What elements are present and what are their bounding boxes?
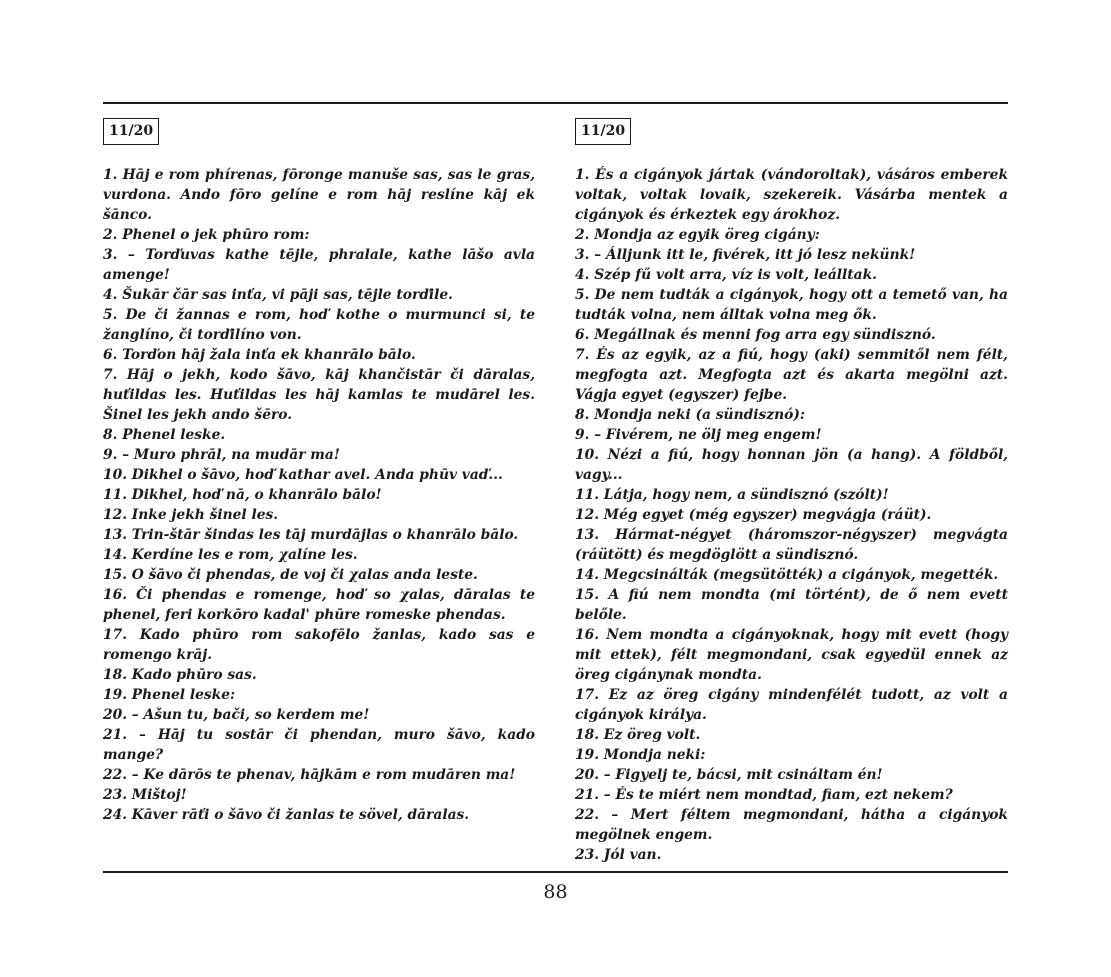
text-line: 5. De nem tudták a cigányok, hogy ott a temető van, ha tudták volna, nem álltak volna meg ők. — [575, 287, 1008, 323]
text-line: 11. Dikhel, hoď nā, o khanrālo bālo! — [103, 487, 382, 503]
romani-column — [103, 118, 535, 825]
section-label: 11/20 — [103, 118, 159, 145]
page-number: 88 — [543, 881, 568, 903]
text-line: 24. Kāver rāťi o šāvo či žanlas te sövel, dāralas. — [103, 807, 470, 823]
text-line: 21. – Hāj tu sostār či phendan, muro šāvo, kado mange? — [103, 727, 535, 763]
text-line: 19. Phenel leske: — [103, 687, 236, 703]
text-line: 12. Inke jekh šinel les. — [103, 507, 279, 523]
text-line: 20. – Figyelj te, bácsi, mit csináltam én! — [575, 767, 883, 783]
text-line: 5. De či žannas e rom, hoď kothe o murmunci si, te žanglíno, či torďilíno von. — [103, 307, 535, 343]
text-line: 9. – Muro phrāl, na mudār ma! — [103, 447, 340, 463]
text-line: 9. – Fivérem, ne ölj meg engem! — [575, 427, 822, 443]
hungarian-column — [575, 118, 1008, 865]
text-line: 4. Szép fű volt arra, víz is volt, leálltak. — [575, 267, 877, 283]
text-line: 16. Či phendas e romenge, hoď so χalas, dāralas te phenel, feri korkōro kadal' phūre romeske phendas. — [103, 587, 535, 623]
text-line: 7. Hāj o jekh, kodo šāvo, kāj khančistār či dāralas, huťildas les. Huťildas les hāj kamlas te mudārel les. Šinel les jekh ando šēro. — [103, 367, 535, 423]
text-line: 11. Látja, hogy nem, a sündisznó (szólt)! — [575, 487, 889, 503]
text-line: 20. – Ašun tu, bači, so kerdem me! — [103, 707, 370, 723]
romani-text — [103, 165, 535, 825]
text-line: 16. Nem mondta a cigányoknak, hogy mit evett (hogy mit ettek), félt megmondani, csak egyedül ennek az öreg cigánynak mondta. — [575, 627, 1008, 683]
text-line: 7. És az egyik, az a fiú, hogy (aki) semmitől nem félt, megfogta azt. Megfogta azt és akarta megölni azt. Vágja egyet (egyszer) fejbe. — [575, 347, 1008, 403]
text-line: 1. És a cigányok jártak (vándoroltak), vásáros emberek voltak, voltak lovaik, szekereik. Vásárba mentek a cigányok és érkeztek egy árokhoz. — [575, 167, 1008, 223]
text-line: 17. Ez az öreg cigány mindenfélét tudott, az volt a cigányok királya. — [575, 687, 1008, 723]
text-line: 17. Kado phūro rom sakofēlo žanlas, kado sas e romengo krāj. — [103, 627, 535, 663]
text-line: 6. Megállnak és menni fog arra egy sündisznó. — [575, 327, 936, 343]
text-line: 8. Mondja neki (a sündisznó): — [575, 407, 805, 423]
section-label: 11/20 — [575, 118, 631, 145]
text-line: 13. Trin-štār šindas les tāj murdājlas o khanrālo bālo. — [103, 527, 519, 543]
text-line: 22. – Mert féltem megmondani, hátha a cigányok megölnek engem. — [575, 807, 1008, 843]
text-line: 6. Torďon hāj žala inťa ek khanrālo bālo. — [103, 347, 416, 363]
text-line: 1. Hāj e rom phírenas, fōronge manuše sas, sas le gras, vurdona. Ando fōro gelíne e rom hāj reslíne kāj ek šānco. — [103, 167, 535, 223]
text-line: 18. Ez öreg volt. — [575, 727, 701, 743]
text-line: 13. Hármat-négyet (háromszor-négyszer) megvágta (ráütött) és megdöglött a sündisznó. — [575, 527, 1008, 563]
hungarian-text — [575, 165, 1008, 865]
top-rule — [103, 102, 1008, 104]
text-line: 10. Nézi a fiú, hogy honnan jön (a hang). A földből, vagy... — [575, 447, 1008, 483]
text-line: 4. Šukār čār sas inťa, vi pāji sas, tējle torďile. — [103, 287, 453, 303]
text-line: 8. Phenel leske. — [103, 427, 226, 443]
text-line: 19. Mondja neki: — [575, 747, 706, 763]
text-line: 15. A fiú nem mondta (mi történt), de ő nem evett belőle. — [575, 587, 1008, 623]
text-line: 23. Jól van. — [575, 847, 662, 863]
bottom-rule — [103, 871, 1008, 873]
text-line: 3. – Torďuvas kathe tējle, phralale, kathe lāšo avla amenge! — [103, 247, 535, 283]
text-line: 21. – És te miért nem mondtad, fiam, ezt nekem? — [575, 787, 953, 803]
text-line: 18. Kado phūro sas. — [103, 667, 257, 683]
text-line: 12. Még egyet (még egyszer) megvágja (ráüt). — [575, 507, 932, 523]
text-line: 15. O šāvo či phendas, de voj či χalas anda leste. — [103, 567, 478, 583]
text-line: 2. Phenel o jek phūro rom: — [103, 227, 310, 243]
text-line: 10. Dikhel o šāvo, hoď kathar avel. Anda phūv vaď... — [103, 467, 503, 483]
text-line: 2. Mondja az egyik öreg cigány: — [575, 227, 820, 243]
text-line: 22. – Ke dārōs te phenav, hājkām e rom mudāren ma! — [103, 767, 516, 783]
text-line: 23. Mištoj! — [103, 787, 187, 803]
text-line: 3. – Álljunk itt le, fivérek, itt jó lesz nekünk! — [575, 247, 916, 263]
text-line: 14. Megcsinálták (megsütötték) a cigányok, megették. — [575, 567, 999, 583]
text-line: 14. Kerdíne les e rom, χalíne les. — [103, 547, 358, 563]
